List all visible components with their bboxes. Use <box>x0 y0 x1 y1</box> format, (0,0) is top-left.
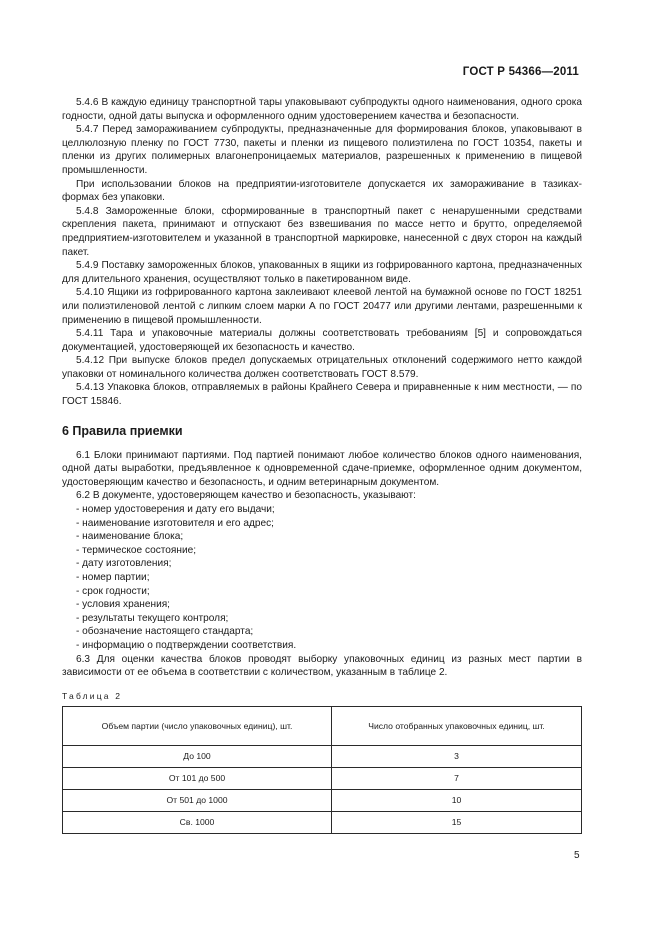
paragraph-5-4-9: 5.4.9 Поставку замороженных блоков, упакованных в ящики из гофрированного картона, предназначенных для длительного хранения, осуществляют только в пакетированном виде. <box>62 260 582 285</box>
list-item: - номер удостоверения и дату его выдачи; <box>76 504 275 516</box>
paragraph-5-4-6: 5.4.6 В каждую единицу транспортной тары упаковывают субпродукты одного наименования, одного срока годности, одной даты выпуска и оформленного одним удостоверением качества и безопасности. <box>62 97 582 122</box>
list-item: - информацию о подтверждении соответствия. <box>76 639 297 651</box>
table-cell: От 501 до 1000 <box>63 790 332 812</box>
paragraph-5-4-7: 5.4.7 Перед замораживанием субпродукты, предназначенные для формирования блоков, упаковывают в целлюлозную пленку по ГОСТ 7730, пакеты и пленки из пищевого полиэтилена по ГОСТ 10354, пакеты и пленки из других полимерных влагонепроницаемых материалов, разрешенных к применению в пищевой промышленности. <box>62 124 582 176</box>
list-item: - результаты текущего контроля; <box>76 612 229 624</box>
list-item: - наименование изготовителя и его адрес; <box>76 517 274 529</box>
table-row <box>63 746 582 768</box>
table-caption: Таблица 2 <box>62 690 123 701</box>
paragraph-6-3: 6.3 Для оценки качества блоков проводят выборку упаковочных единиц из разных мест партии в зависимости от ее объема в соответствии с количеством, указанным в таблице 2. <box>62 653 582 679</box>
document-header-id: ГОСТ Р 54366—2011 <box>462 66 579 78</box>
list-item: - условия хранения; <box>76 599 170 611</box>
list-item: - дату изготовления; <box>76 558 172 570</box>
table-cell: 10 <box>332 790 582 812</box>
table-cell: 3 <box>332 746 582 768</box>
paragraph-6-2: 6.2 В документе, удостоверяющем качество и безопасность, указывают: <box>76 490 416 502</box>
page-content <box>62 96 582 834</box>
page-number: 5 <box>574 850 580 861</box>
table-cell: 15 <box>332 812 582 834</box>
list-item: - наименование блока; <box>76 531 184 543</box>
paragraph-5-4-10: 5.4.10 Ящики из гофрированного картона заклеивают клеевой лентой на бумажной основе по ГОСТ 18251 или полиэтиленовой лентой с липким слоем марки А по ГОСТ 20477 или другими лентами, разрешенными к применению в пищевой промышленности. <box>62 287 582 326</box>
table-cell: 7 <box>332 768 582 790</box>
section-6-title: 6 Правила приемки <box>62 423 183 438</box>
table-cell: До 100 <box>63 746 332 768</box>
paragraph-5-4-8: 5.4.8 Замороженные блоки, сформированные в транспортный пакет с ненарушенными средствами скрепления пакета, принимают и отпускают без взвешивания по массе нетто и брутто, определяемой предприятием-изготовителем и указанной в транспортной маркировке, нанесенной с двух сторон на каждый пакет. <box>62 205 582 258</box>
paragraph-5-4-11: 5.4.11 Тара и упаковочные материалы должны соответствовать требованиям [5] и сопровождаться документацией, удостоверяющей их безопасность и качество. <box>62 328 582 353</box>
paragraph-5-4-12: 5.4.12 При выпуске блоков предел допускаемых отрицательных отклонений содержимого нетто каждой упаковки от номинального количества должен соответствовать ГОСТ 8.579. <box>62 355 582 380</box>
table-cell: От 101 до 500 <box>63 768 332 790</box>
column-header-batch-size: Объем партии (число упаковочных единиц), шт. <box>63 707 332 746</box>
list-item: - номер партии; <box>76 572 150 583</box>
table-row <box>63 790 582 812</box>
table-header-row <box>63 707 582 746</box>
column-header-sample-size: Число отобранных упаковочных единиц, шт. <box>332 707 582 746</box>
paragraph-5-4-7-note: При использовании блоков на предприятии-изготовителе допускается их замораживание в тазиках-формах без упаковки. <box>62 178 582 204</box>
paragraph-5-4-13: 5.4.13 Упаковка блоков, отправляемых в районы Крайнего Севера и приравненные к ним местности, — по ГОСТ 15846. <box>62 382 582 408</box>
list-item: - обозначение настоящего стандарта; <box>76 626 254 638</box>
list-item: - срок годности; <box>76 585 150 597</box>
sampling-table <box>62 706 582 834</box>
table-row <box>63 768 582 790</box>
table-row <box>63 812 582 834</box>
list-item: - термическое состояние; <box>76 544 197 556</box>
table-cell: Св. 1000 <box>63 812 332 834</box>
paragraph-6-1: 6.1 Блоки принимают партиями. Под партией понимают любое количество блоков одного наименования, одной даты выработки, предъявленное к одновременной сдаче-приемке, оформленное одним документом, удостоверяющим качество и безопасность, и одним ветеринарным документом. <box>62 449 582 488</box>
requirements-list <box>62 503 582 653</box>
